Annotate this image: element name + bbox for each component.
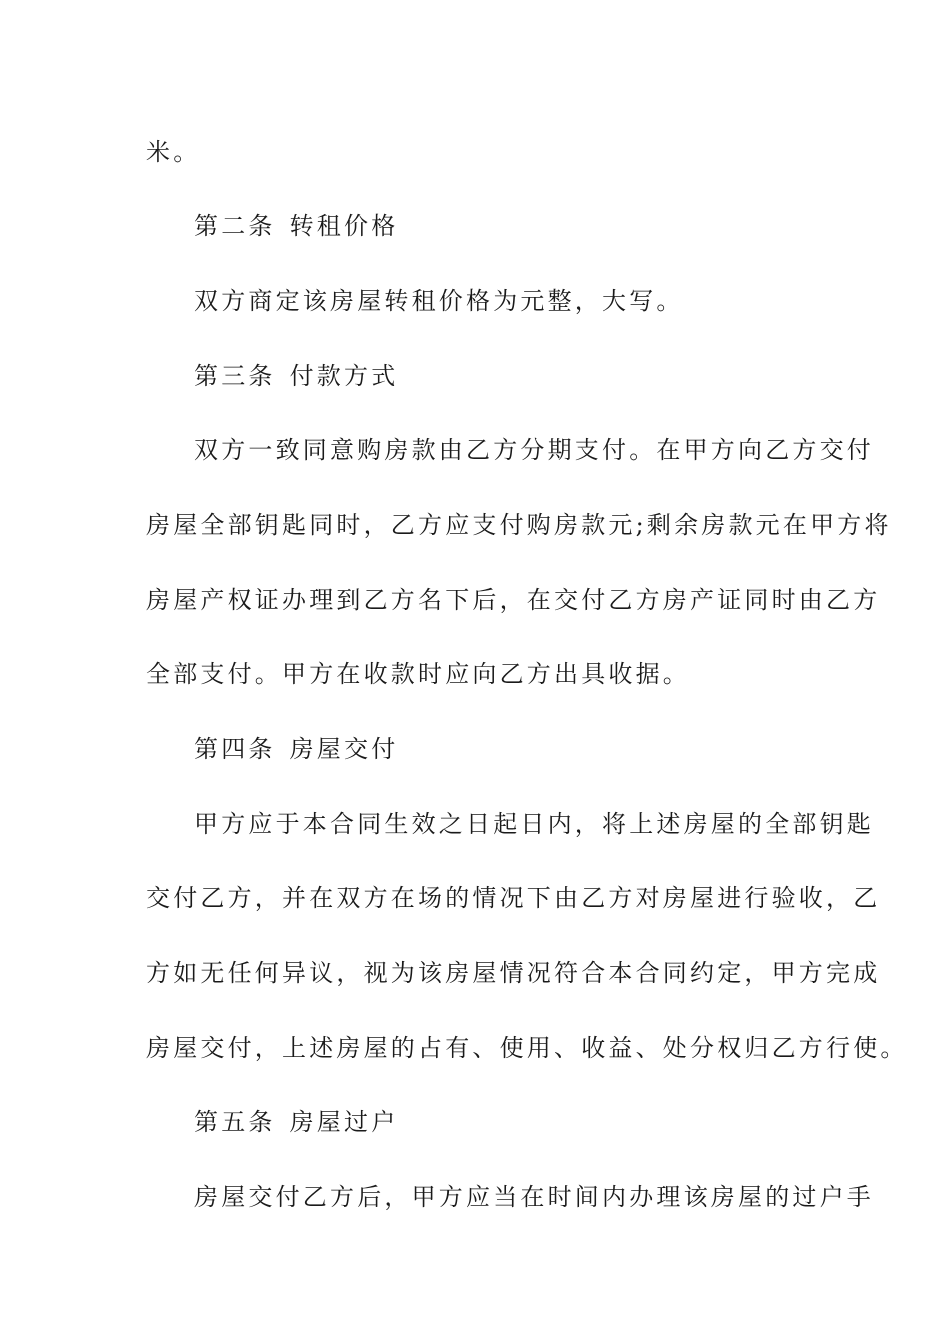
paragraph-line: 甲方应于本合同生效之日起日内，将上述房屋的全部钥匙 xyxy=(194,810,874,838)
paragraph-line: 交付乙方，并在双方在场的情况下由乙方对房屋进行验收，乙 xyxy=(146,884,881,912)
paragraph-line: 米。 xyxy=(146,138,201,166)
paragraph-line: 房屋交付，上述房屋的占有、使用、收益、处分权归乙方行使。 xyxy=(146,1034,908,1062)
article-number: 第五条 xyxy=(194,1108,276,1136)
paragraph-line: 房屋产权证办理到乙方名下后，在交付乙方房产证同时由乙方 xyxy=(146,586,881,614)
paragraph-line: 房屋交付乙方后，甲方应当在时间内办理该房屋的过户手 xyxy=(194,1183,874,1211)
article-number: 第二条 xyxy=(194,212,276,240)
article-heading xyxy=(194,211,854,241)
paragraph-line: 方如无任何异议，视为该房屋情况符合本合同约定，甲方完成 xyxy=(146,959,881,987)
article-title: 房屋过户 xyxy=(289,1108,399,1136)
article-title: 付款方式 xyxy=(289,362,399,390)
paragraph-line: 双方一致同意购房款由乙方分期支付。在甲方向乙方交付 xyxy=(194,436,874,464)
paragraph-line: 全部支付。甲方在收款时应向乙方出具收据。 xyxy=(146,660,690,688)
article-heading xyxy=(194,734,854,764)
article-number: 第三条 xyxy=(194,362,276,390)
paragraph-line: 双方商定该房屋转租价格为元整，大写。 xyxy=(194,287,684,315)
article-title: 房屋交付 xyxy=(289,735,399,763)
article-title: 转租价格 xyxy=(289,212,399,240)
article-heading xyxy=(194,1107,854,1137)
paragraph-line: 房屋全部钥匙同时，乙方应支付购房款元;剩余房款元在甲方将 xyxy=(146,511,892,539)
article-heading xyxy=(194,361,854,391)
article-number: 第四条 xyxy=(194,735,276,763)
